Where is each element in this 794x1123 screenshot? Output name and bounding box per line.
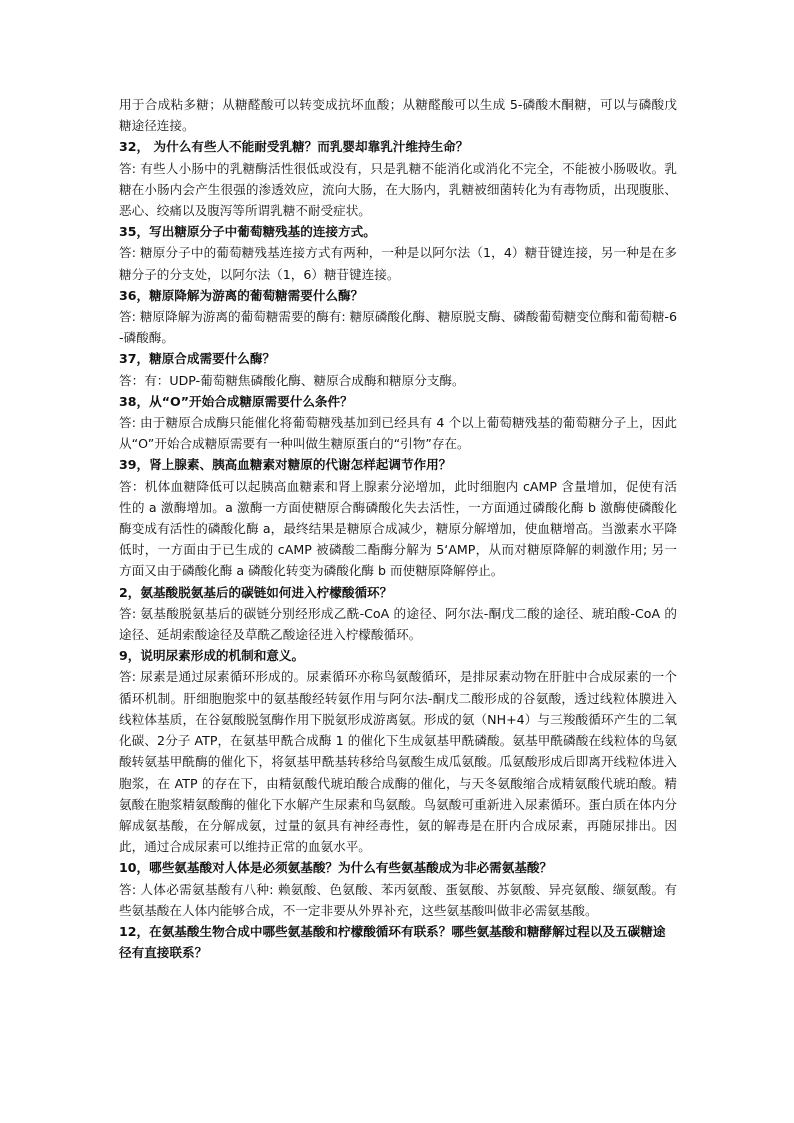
question-heading: 12，在氨基酸生物合成中哪些氨基酸和柠檬酸循环有联系？哪些氨基酸和糖酵解过程以及五碳糖途径有直接联系？ bbox=[119, 923, 666, 961]
question-heading: 37，糖原合成需要什么酶？ bbox=[119, 351, 276, 367]
question-heading: 36，糖原降解为游离的葡萄糖需要什么酶？ bbox=[119, 287, 364, 303]
answer-paragraph: 答: 人体必需氨基酸有八种: 赖氨酸、色氨酸、苯丙氨酸、蛋氨酸、苏氨酸、异亮氨酸、缬氨酸。有些氨基酸在人体内能够合成，不一定非要从外界补充，这些氨基酸叫做非必需氨基酸。 bbox=[119, 881, 677, 918]
question-heading: 32， 为什么有些人不能耐受乳糖？而乳婴却靠乳汁维持生命？ bbox=[119, 139, 469, 155]
answer-paragraph: 答: 由于糖原合成酶只能催化将葡萄糖残基加到已经具有 4 个以上葡萄糖残基的葡萄糖分子上，因此从“O”开始合成糖原需要有一种叫做生糖原蛋白的“引物”存在。 bbox=[119, 415, 677, 452]
document-body bbox=[119, 94, 677, 963]
answer-paragraph: 答：有：UDP-葡萄糖焦磷酸化酶、糖原合成酶和糖原分支酶。 bbox=[119, 372, 465, 388]
answer-paragraph: 答: 有些人小肠中的乳糖酶活性很低或没有，只是乳糖不能消化或消化不完全，不能被小肠吸收。乳糖在小肠内会产生很强的渗透效应，流向大肠，在大肠内，乳糖被细菌转化为有毒物质，出现腹胀、恶心、绞痛以及腹泻等所谓乳糖不耐受症状。 bbox=[119, 160, 677, 219]
question-heading: 39，肾上腺素、胰高血糖素对糖原的代谢怎样起调节作用？ bbox=[119, 457, 452, 473]
answer-paragraph: 答：机体血糖降低可以起胰高血糖素和肾上腺素分泌增加，此时细胞内 cAMP 含量增加，促使有活性的 a 激酶增加。a 激酶一方面使糖原合酶磷酸化失去活性，一方面通过磷酸化酶 b 激酶使磷酸化酶变成有活性的磷酸化酶 a，最终结果是糖原合成减少，糖原分解增加，使血糖增高。当激素水平降低时，一方面由于已生成的 cAMP 被磷酸二酯酶分解为 5‘AMP，从而对糖原降解的刺激作用; 另一方面又由于磷酸化酶 a 磷酸化转变为磷酸化酶 b 而使糖原降解停止。 bbox=[119, 478, 677, 579]
question-heading: 9，说明尿素形成的机制和意义。 bbox=[119, 648, 305, 664]
answer-paragraph: 用于合成粘多糖；从糖醛酸可以转变成抗坏血酸；从糖醛酸可以生成 5-磷酸木酮糖，可以与磷酸戊糖途径连接。 bbox=[119, 97, 677, 134]
question-heading: 35，写出糖原分子中葡萄糖残基的连接方式。 bbox=[119, 224, 376, 240]
question-heading: 2，氨基酸脱氨基后的碳链如何进入柠檬酸循环？ bbox=[119, 584, 393, 600]
question-heading: 38，从“O”开始合成糖原需要什么条件？ bbox=[119, 393, 353, 409]
answer-paragraph: 答: 氨基酸脱氨基后的碳链分别经形成乙酰-CoA 的途径、阿尔法-酮戊二酸的途径、琥珀酸-CoA 的途径、延胡索酸途径及草酰乙酸途径进入柠檬酸循环。 bbox=[119, 605, 677, 643]
answer-paragraph: 答: 糖原分子中的葡萄糖残基连接方式有两种，一种是以阿尔法（1，4）糖苷键连接，另一种是在多糖分子的分支处，以阿尔法（1，6）糖苷键连接。 bbox=[119, 245, 677, 282]
question-heading: 10，哪些氨基酸对人体是必须氨基酸？为什么有些氨基酸成为非必需氨基酸？ bbox=[119, 860, 553, 876]
answer-paragraph: 答: 糖原降解为游离的葡萄糖需要的酶有: 糖原磷酸化酶、糖原脱支酶、磷酸葡萄糖变位酶和葡萄糖-6-磷酸酶。 bbox=[119, 309, 677, 346]
answer-paragraph: 答: 尿素是通过尿素循环形成的。尿素循环亦称鸟氨酸循环，是排尿素动物在肝脏中合成尿素的一个循环机制。肝细胞胞浆中的氨基酸经转氨作用与阿尔法-酮戊二酸形成的谷氨酸，透过线粒体膜进入线粒体基质，在谷氨酸脱氢酶作用下脱氨形成游离氨。形成的氨（NH+4）与三羧酸循环产生的二氧化碳、2分子 ATP，在氨基甲酰合成酶 1 的催化下生成氨基甲酰磷酸。氨基甲酰磷酸在线粒体的鸟氨酸转氨基甲酰酶的催化下，将氨基甲酰基转移给鸟氨酸生成瓜氨酸。瓜氨酸形成后即离开线粒体进入胞浆，在 ATP 的存在下，由精氨酸代琥珀酸合成酶的催化，与天冬氨酸缩合成精氨酸代琥珀酸。精氨酸在胞浆精氨酸酶的催化下水解产生尿素和鸟氨酸。鸟氨酸可重新进入尿素循环。蛋白质在体内分解成氨基酸，在分解成氨，过量的氨具有神经毒性，氨的解毒是在肝内合成尿素，再随尿排出。因此，通过合成尿素可以维持正常的血氨水平。 bbox=[119, 669, 677, 855]
